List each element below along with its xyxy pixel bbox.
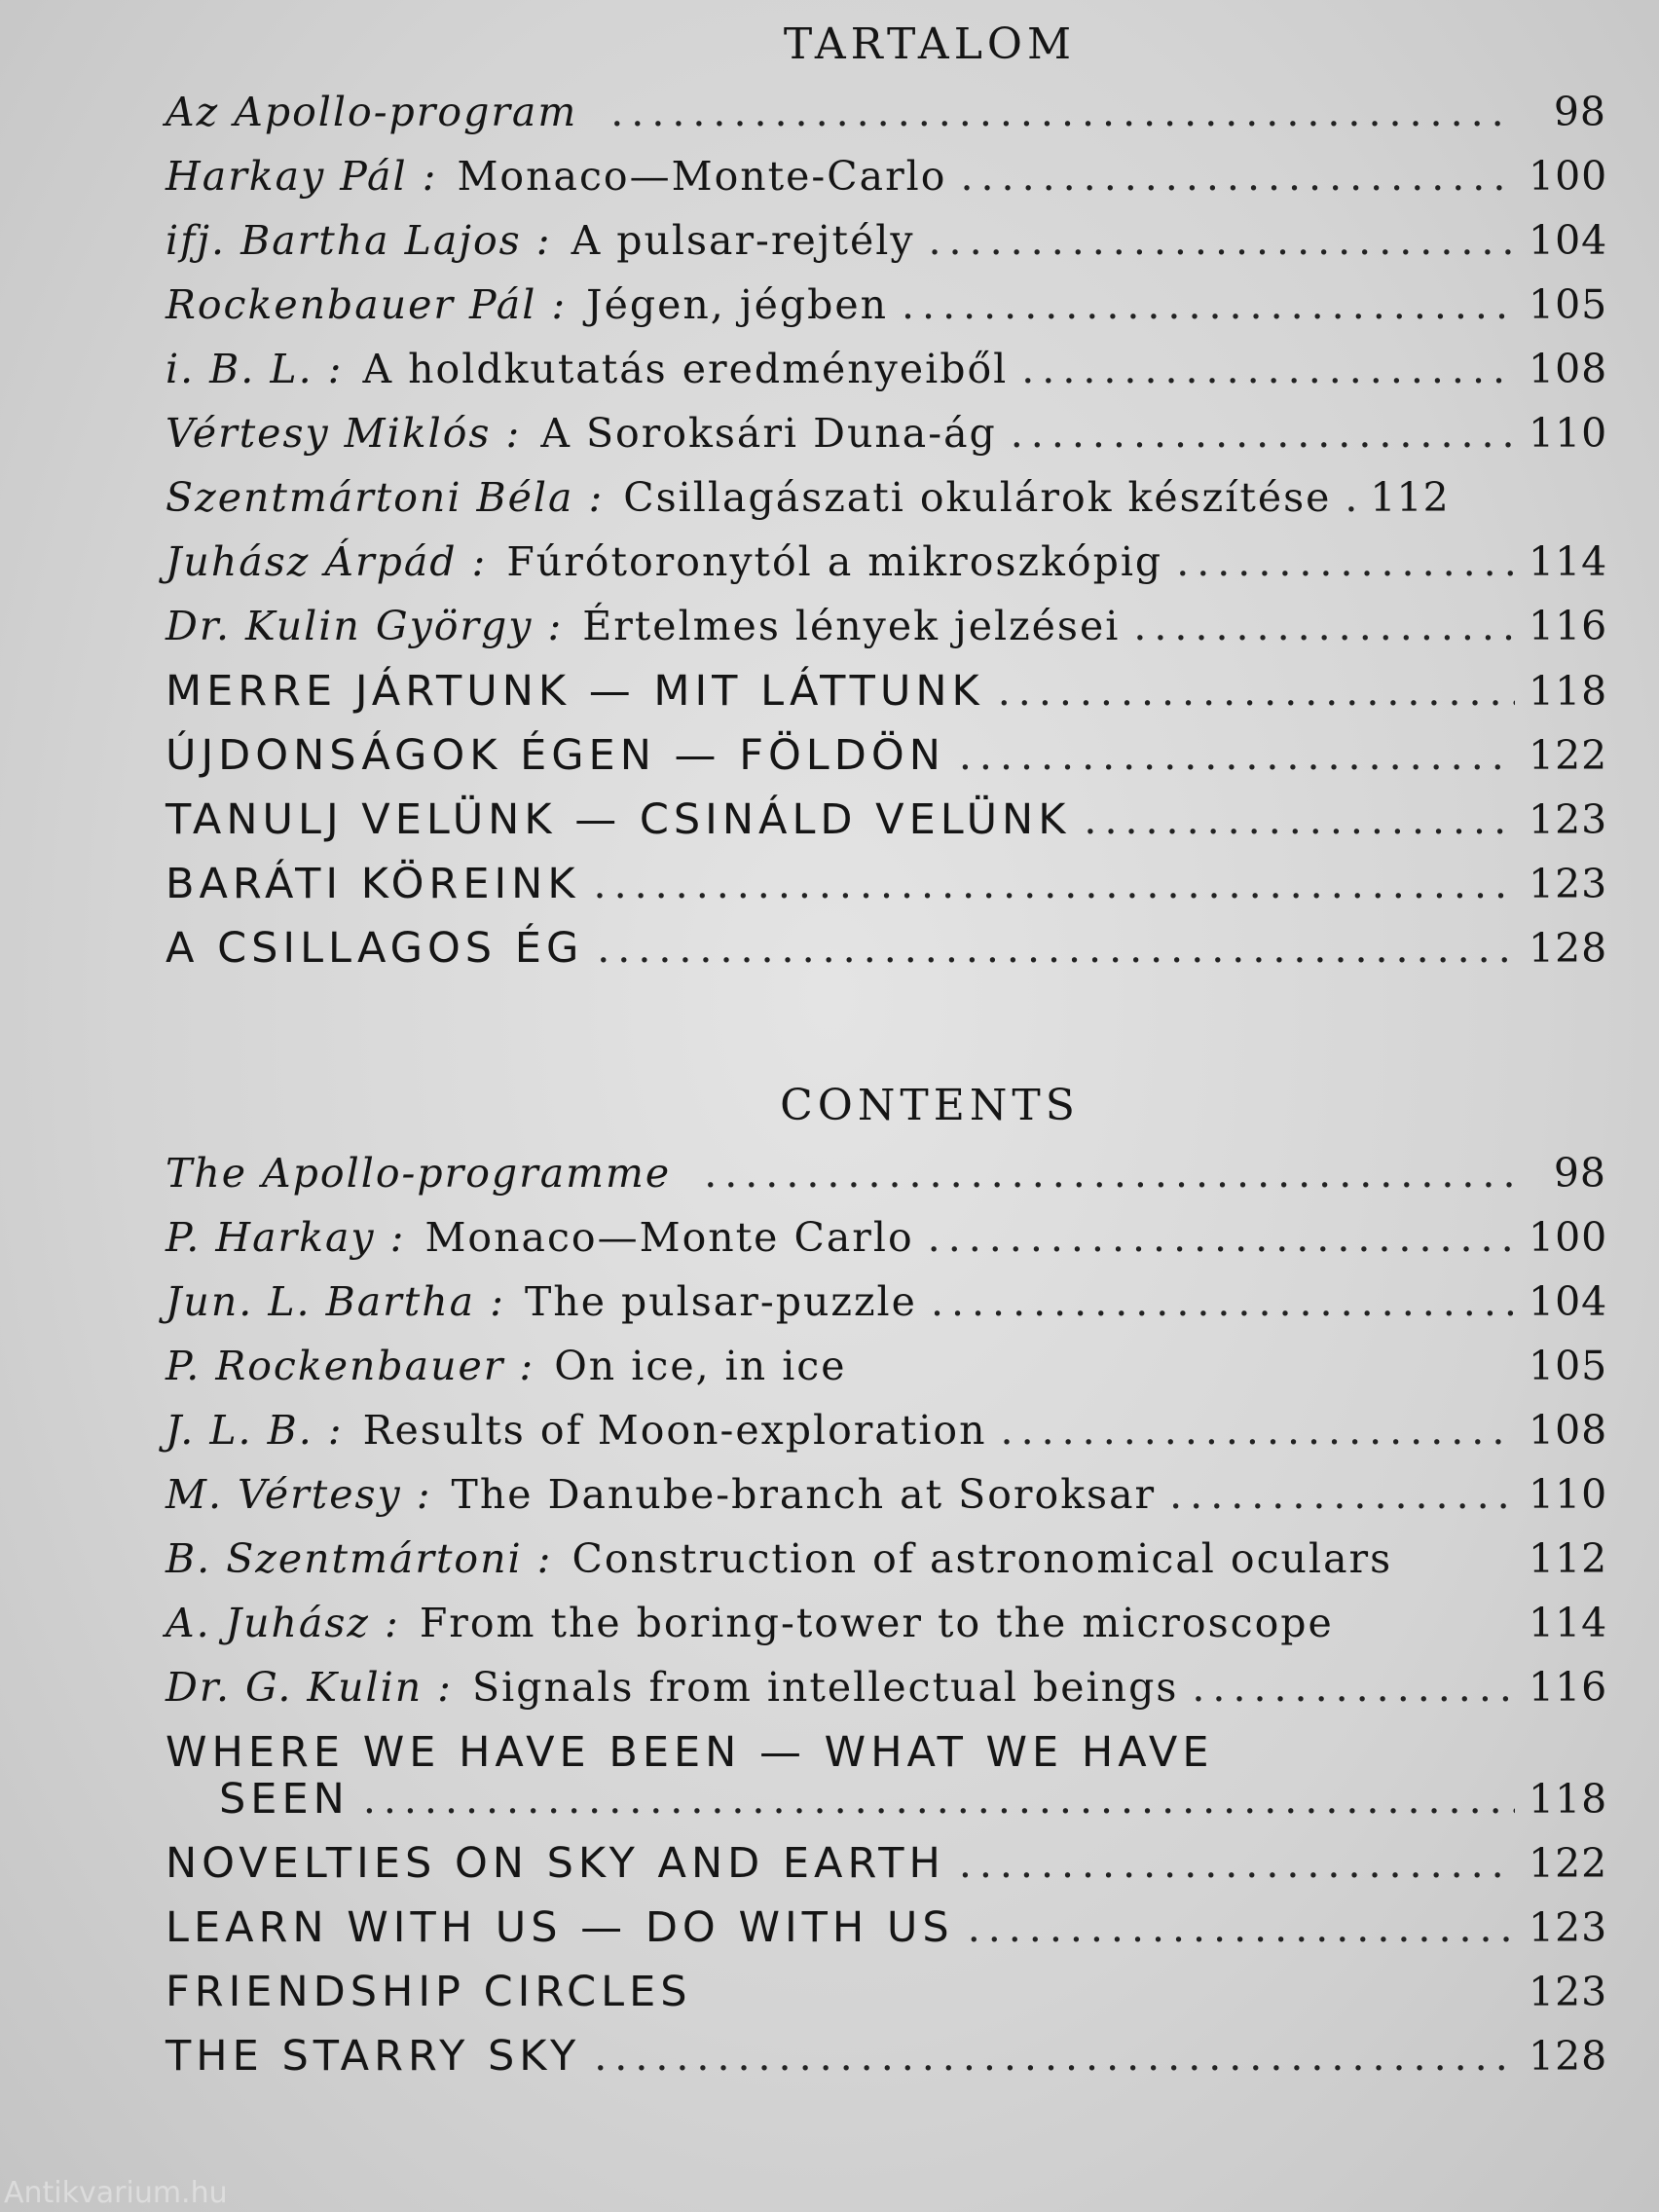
entry-author: Harkay Pál : [166,153,438,200]
entry-author: P. Harkay : [166,1214,406,1261]
toc-entry [166,1407,1606,1471]
dot-leader [594,861,1515,907]
toc-entry [166,2032,1606,2096]
toc-entry [166,1343,1606,1407]
toc-entry [166,153,1606,217]
entry-page: 100 [1529,1214,1608,1261]
entry-author: Rockenbauer Pál : [166,281,568,328]
entry-page: 112 [1370,474,1450,521]
entry-title: BARÁTI KÖREINK [166,860,580,908]
entry-page: 110 [1529,410,1608,457]
dot-leader [902,281,1515,328]
entry-title: Értelmes lények jelzései [582,603,1121,649]
entry-author: J. L. B. : [166,1407,344,1454]
dot-leader [929,217,1516,264]
entry-title: Monaco—Monte Carlo [424,1214,914,1261]
entry-page: 108 [1529,1407,1608,1454]
entry-author: A. Juhász : [166,1600,400,1646]
entry-title: Construction of astronomical oculars [571,1535,1393,1582]
dot-leader [1084,796,1515,843]
entry-page: 122 [1529,732,1608,779]
entry-page: 116 [1529,603,1608,649]
toc-entry [166,217,1606,281]
contents-heading: CONTENTS [780,1081,1080,1130]
entry-page: 104 [1529,217,1608,264]
entry-title: Csillagászati okulárok készítése [623,474,1332,521]
entry-title: A Soroksári Duna-ág [540,410,997,457]
entry-page: 123 [1529,1969,1608,2015]
entry-title: On ice, in ice [554,1343,847,1389]
entry-title: Results of Moon-exploration [362,1407,987,1454]
entry-author: B. Szentmártoni : [166,1535,553,1582]
entry-title: FRIENDSHIP CIRCLES [166,1968,692,2016]
toc-entry [166,924,1606,988]
toc-entry [166,89,1606,153]
entry-author: Juhász Árpád : [166,538,488,585]
entry-title: Jégen, jégben [586,281,888,328]
dot-leader [363,1776,1515,1823]
entry-page: 114 [1529,538,1608,585]
entry-title: LEARN WITH US — DO WITH US [166,1903,954,1952]
entry-page: 108 [1529,346,1608,392]
entry-page: 105 [1529,1343,1608,1389]
dot-leader [960,153,1515,200]
toc-entry [166,1728,1606,1839]
entry-author: Az Apollo-program [166,89,578,135]
toc-entry [166,603,1606,667]
toc-entry [166,410,1606,474]
entry-title: THE STARRY SKY [166,2032,581,2081]
toc-entry [166,860,1606,924]
toc-entry [166,1664,1606,1728]
dot-leader [1001,1407,1515,1454]
entry-author: P. Rockenbauer : [166,1343,535,1389]
toc-entry [166,1278,1606,1343]
dot-leader [1169,1471,1515,1518]
entry-title: A pulsar-rejtély [571,217,915,264]
dot-leader [594,2033,1515,2080]
entry-page: 116 [1529,1664,1608,1711]
entry-page: 123 [1529,861,1608,907]
toc-entry [166,1471,1606,1535]
toc-entry [166,1903,1606,1968]
toc-entry [166,1535,1606,1600]
entry-page: 110 [1529,1471,1608,1518]
entry-page: 118 [1529,1776,1608,1823]
entry-title: ÚJDONSÁGOK ÉGEN — FÖLDÖN [166,731,945,780]
entry-page: 100 [1529,153,1608,200]
entry-title: NOVELTIES ON SKY AND EARTH [166,1839,945,1888]
entry-author: Szentmártoni Béla : [166,474,605,521]
toc-entry [166,474,1606,538]
entry-author: i. B. L. : [166,346,344,392]
entry-title: A holdkutatás eredményeiből [362,346,1009,392]
entry-page: 98 [1553,89,1606,135]
toc-entry [166,1600,1606,1664]
entry-title: MERRE JÁRTUNK — MIT LÁTTUNK [166,667,984,716]
entry-page: 123 [1529,796,1608,843]
toc-entry [166,731,1606,795]
entry-author: M. Vértesy : [166,1471,432,1518]
dot-leader [959,732,1515,779]
dot-leader [968,1904,1515,1951]
entry-continuation [166,1775,1606,1824]
toc-entry [166,1214,1606,1278]
toc-entry [166,538,1606,603]
entry-title: SEEN [219,1775,350,1824]
entry-page: 123 [1529,1904,1608,1951]
watermark: Antikvarium.hu [4,2176,228,2210]
toc-entry [166,346,1606,410]
entry-author: ifj. Bartha Lajos : [166,217,552,264]
entry-author: Jun. L. Bartha : [166,1278,505,1325]
dot-leader [931,1278,1515,1325]
tartalom-heading: TARTALOM [783,19,1077,69]
dot-leader [610,89,1515,135]
dot-leader [597,925,1515,972]
entry-title: Signals from intellectual beings [472,1664,1179,1711]
contents-section [166,1081,1606,2096]
dot-leader [1192,1664,1515,1711]
dot-leader [998,668,1515,715]
dot-leader [704,1150,1515,1197]
entry-author: Dr. G. Kulin : [166,1664,454,1711]
entry-author: Dr. Kulin György : [166,603,564,649]
entry-page: 122 [1529,1840,1608,1887]
entry-title: WHERE WE HAVE BEEN — WHAT WE HAVE [166,1728,1214,1777]
entry-title: TANULJ VELÜNK — CSINÁLD VELÜNK [166,795,1071,844]
entry-title: The Danube-branch at Soroksar [451,1471,1157,1518]
toc-entry [166,1150,1606,1214]
entry-page: 105 [1529,281,1608,328]
dot-leader [1345,474,1356,521]
dot-leader [1021,346,1515,392]
dot-leader [1011,410,1515,457]
dot-leader [1176,538,1515,585]
dot-leader [1133,603,1515,649]
entry-title: A CSILLAGOS ÉG [166,924,584,973]
entry-title: Monaco—Monte-Carlo [457,153,947,200]
entry-page: 118 [1529,668,1608,715]
dot-leader [959,1840,1515,1887]
entry-title: The pulsar-puzzle [524,1278,917,1325]
entry-author: Vértesy Miklós : [166,410,522,457]
toc-entry [166,795,1606,860]
toc-entry [166,1839,1606,1903]
entry-page: 114 [1529,1600,1608,1646]
entry-title: From the boring-tower to the microscope [419,1600,1334,1646]
entry-page: 98 [1553,1150,1606,1197]
tartalom-section [166,19,1606,988]
entry-author: The Apollo-programme [166,1150,672,1197]
entry-page: 112 [1529,1535,1608,1582]
dot-leader [928,1214,1515,1261]
toc-entry [166,281,1606,346]
entry-page: 104 [1529,1278,1608,1325]
toc-entry [166,667,1606,731]
entry-page: 128 [1529,2033,1608,2080]
toc-entry [166,1968,1606,2032]
entry-page: 128 [1529,925,1608,972]
entry-title: Fúrótoronytól a mikroszkópig [506,538,1163,585]
